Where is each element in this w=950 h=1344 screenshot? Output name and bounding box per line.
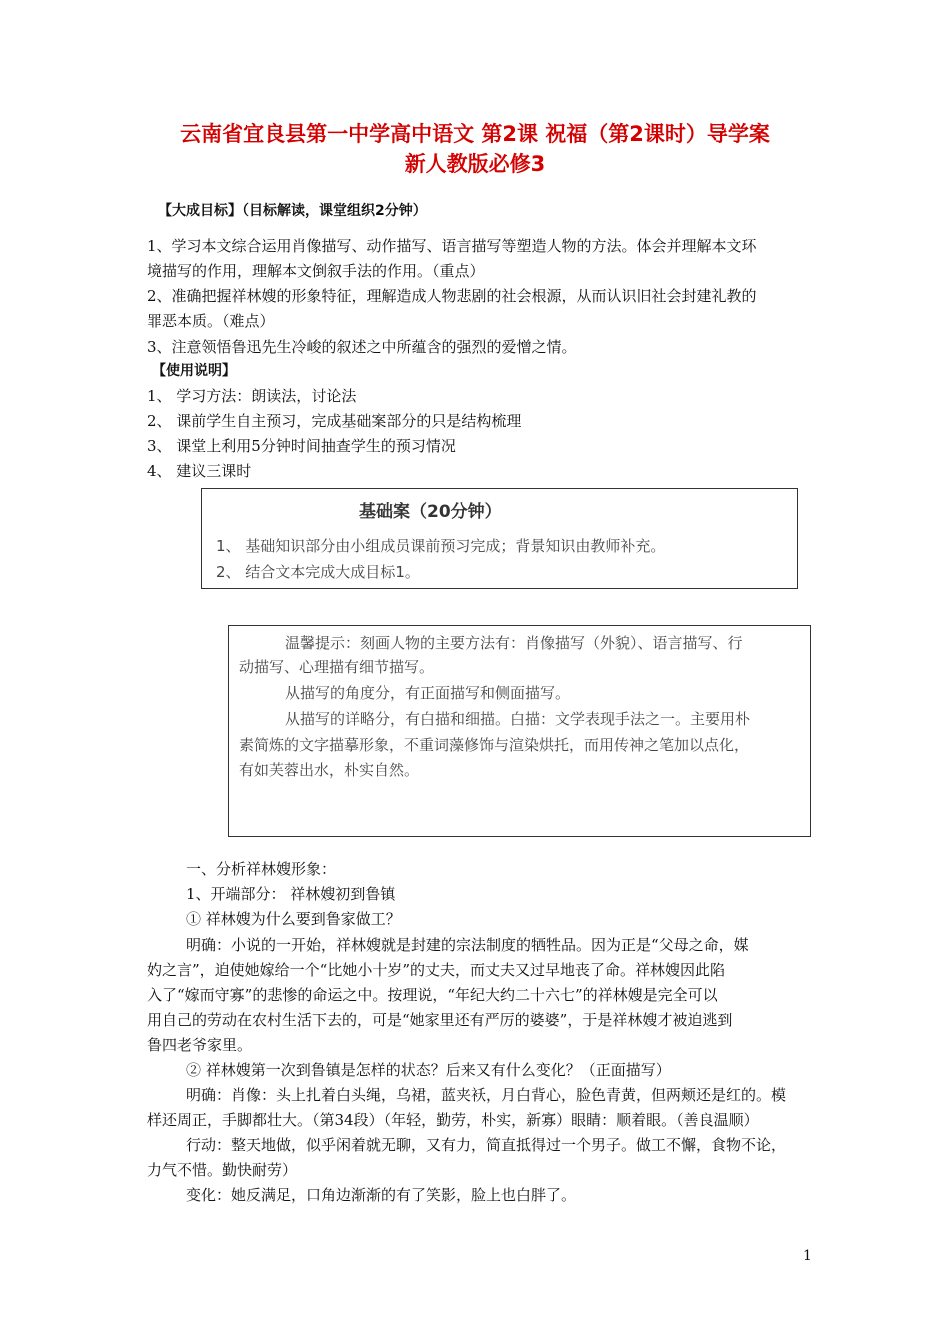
tip-line: 动描写、心理描有细节描写。 xyxy=(239,658,435,676)
document-title-line2: 新人教版必修3 xyxy=(404,152,546,176)
usage-line: 2、 课前学生自主预习，完成基础案部分的只是结构梳理 xyxy=(147,412,522,430)
analysis-line: 鲁四老爷家里。 xyxy=(147,1036,253,1054)
document-title-line1: 云南省宜良县第一中学高中语文 第2课 祝福（第2课时）导学案 xyxy=(180,122,770,146)
goal-line: 罪恶本质。（难点） xyxy=(147,312,275,330)
basic-box-line: 2、 结合文本完成大成目标1。 xyxy=(216,563,420,581)
page-number: 1 xyxy=(803,1248,812,1264)
analysis-line: 行动：整天地做，似乎闲着就无聊，又有力，简直抵得过一个男子。做工不懈，食物不论， xyxy=(186,1136,787,1154)
goals-heading: 【大成目标】（目标解读，课堂组织2分钟） xyxy=(158,203,427,219)
analysis-line: 明确：小说的一开始，祥林嫂就是封建的宗法制度的牺牲品。因为正是“父母之命，媒 xyxy=(186,936,749,954)
goal-line: 2、准确把握祥林嫂的形象特征，理解造成人物悲剧的社会根源，从而认识旧社会封建礼教的 xyxy=(147,287,757,305)
usage-line: 1、 学习方法：朗读法，讨论法 xyxy=(147,387,357,405)
analysis-line: 明确：肖像：头上扎着白头绳，乌裙，蓝夹袄，月白背心，脸色青黄，但两颊还是红的。模 xyxy=(186,1086,787,1104)
analysis-line: ② 祥林嫂第一次到鲁镇是怎样的状态？后来又有什么变化？（正面描写） xyxy=(186,1061,671,1079)
analysis-line: 样还周正，手脚都壮大。（第34段）（年轻，勤劳，朴实，新寡）眼睛：顺着眼。（善良温顺） xyxy=(147,1111,759,1129)
analysis-line: 用自己的劳动在农村生活下去的，可是“她家里还有严厉的婆婆”，于是祥林嫂才被迫逃到 xyxy=(147,1011,733,1029)
basic-box-heading: 基础案（20分钟） xyxy=(359,502,502,522)
goal-line: 1、学习本文综合运用肖像描写、动作描写、语言描写等塑造人物的方法。体会并理解本文环 xyxy=(147,237,757,255)
analysis-line: 1、开端部分： 祥林嫂初到鲁镇 xyxy=(186,885,396,903)
goal-line: 3、注意领悟鲁迅先生冷峻的叙述之中所蕴含的强烈的爱憎之情。 xyxy=(147,338,577,356)
analysis-line: ① 祥林嫂为什么要到鲁家做工？ xyxy=(186,910,401,928)
tip-line: 从描写的详略分，有白描和细描。白描：文学表现手法之一。主要用朴 xyxy=(285,710,751,728)
tip-line: 从描写的角度分，有正面描写和侧面描写。 xyxy=(285,684,571,702)
tip-line: 素简炼的文字描摹形象，不重词藻修饰与渲染烘托，而用传神之笔加以点化， xyxy=(239,736,750,754)
basic-box xyxy=(201,488,798,589)
tip-box xyxy=(228,625,811,837)
tip-line: 温馨提示：刻画人物的主要方法有：肖像描写（外貌）、语言描写、行 xyxy=(285,634,743,652)
analysis-line: 变化：她反满足，口角边渐渐的有了笑影，脸上也白胖了。 xyxy=(186,1186,577,1204)
tip-line: 有如芙蓉出水，朴实自然。 xyxy=(239,761,420,779)
analysis-line: 妁之言”，迫使她嫁给一个“比她小十岁”的丈夫，而丈夫又过早地丧了命。祥林嫂因此陷 xyxy=(147,961,726,979)
usage-line: 4、 建议三课时 xyxy=(147,462,252,480)
analysis-line: 一、分析祥林嫂形象： xyxy=(186,860,337,878)
basic-box-line: 1、 基础知识部分由小组成员课前预习完成；背景知识由教师补充。 xyxy=(216,537,666,555)
goal-line: 境描写的作用，理解本文倒叙手法的作用。（重点） xyxy=(147,262,485,280)
analysis-line: 力气不惜。勤快耐劳） xyxy=(147,1161,298,1179)
analysis-line: 入了“嫁而守寡”的悲惨的命运之中。按理说，“年纪大约二十六七”的祥林嫂是完全可以 xyxy=(147,986,718,1004)
usage-line: 3、 课堂上利用5分钟时间抽查学生的预习情况 xyxy=(147,437,456,455)
usage-heading: 【使用说明】 xyxy=(152,363,236,379)
